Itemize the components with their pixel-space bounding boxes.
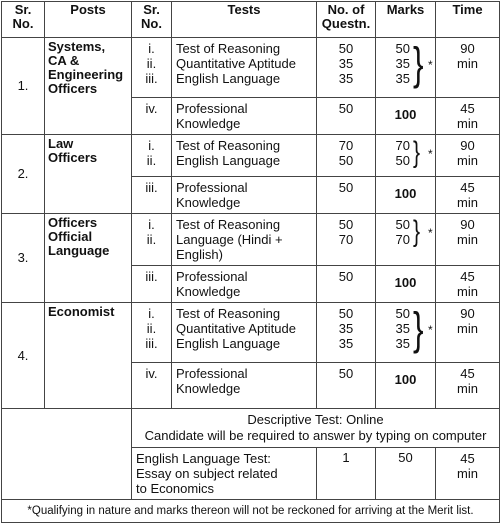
question-count	[317, 366, 375, 381]
sr-no-cell: 1.	[2, 38, 45, 135]
marks-cell	[376, 135, 436, 177]
roman-numeral-line: i.	[148, 138, 155, 153]
test-name	[176, 138, 312, 168]
time-cell: 45 min	[436, 98, 500, 135]
english-test-line-line: to Economics	[136, 481, 215, 496]
roman-numeral	[132, 217, 171, 247]
time-cell: 45 min	[436, 363, 500, 409]
test-name-line: English)	[176, 247, 223, 262]
question-count-line: 50	[338, 180, 354, 195]
test-name	[176, 269, 312, 299]
post-name-cell: Systems, CA & Engineering Officers	[45, 38, 132, 135]
questions-cell	[317, 98, 376, 135]
header-sub-sr-no: Sr. No.	[132, 2, 172, 38]
question-count-line: 35	[338, 56, 354, 71]
question-count	[317, 269, 375, 284]
time-cell: 90 min	[436, 38, 500, 98]
roman-numeral-line: ii.	[146, 232, 157, 247]
marks-value: 100	[394, 372, 417, 387]
marks-value	[376, 217, 410, 247]
roman-numeral-line: iii.	[145, 180, 158, 195]
roman-numeral-line: ii.	[146, 56, 157, 71]
marks-cell	[376, 266, 436, 303]
descriptive-row	[2, 409, 500, 448]
qualifying-asterisk: *	[428, 57, 433, 72]
question-count	[317, 306, 375, 351]
marks-value-line: 50	[395, 153, 410, 168]
marks-cell	[376, 214, 436, 266]
marks-value: 100	[394, 186, 417, 201]
test-name-line: Test of Reasoning	[176, 138, 281, 153]
roman-numeral-line: iii.	[145, 71, 158, 86]
english-test-row	[2, 448, 500, 500]
test-name-line: Test of Reasoning	[176, 41, 281, 56]
table-row	[2, 303, 500, 363]
sub-sr-no-cell	[132, 177, 172, 214]
tests-cell	[172, 177, 317, 214]
english-marks-cell: 50	[376, 448, 436, 500]
sr-no-cell: 3.	[2, 214, 45, 303]
table-row	[2, 135, 500, 177]
question-count-line: 35	[338, 71, 354, 86]
marks-cell	[376, 38, 436, 98]
qualifying-asterisk: *	[428, 322, 433, 337]
question-count-line: 50	[338, 217, 354, 232]
qualifying-asterisk: *	[428, 147, 433, 161]
test-name	[176, 41, 312, 86]
marks-value	[376, 306, 410, 351]
marks-value-line: 35	[395, 336, 410, 351]
table-row	[2, 214, 500, 266]
question-count-line: 50	[338, 153, 354, 168]
test-name-line: Professional	[176, 366, 248, 381]
marks-value-line: 35	[395, 56, 410, 71]
marks-value-line: 50	[395, 41, 410, 56]
test-name	[176, 180, 312, 210]
roman-numeral	[132, 180, 171, 195]
question-count	[317, 138, 375, 168]
header-tests: Tests	[172, 2, 317, 38]
marks-value-line: 70	[395, 232, 410, 247]
tests-cell	[172, 38, 317, 98]
descriptive-note: Candidate will be required to answer by typing on computer	[144, 428, 487, 443]
brace-icon: }	[413, 303, 424, 354]
header-posts: Posts	[45, 2, 132, 38]
footnote-row	[2, 500, 500, 523]
question-count-line: 50	[338, 41, 354, 56]
post-name-cell: Officers Official Language	[45, 214, 132, 303]
brace-icon: }	[413, 136, 421, 169]
roman-numeral-line: iv.	[145, 366, 158, 381]
exam-pattern-table	[1, 1, 500, 523]
questions-cell	[317, 303, 376, 363]
test-name	[176, 366, 312, 396]
descriptive-title: Descriptive Test: Online	[247, 412, 384, 427]
marks-cell	[376, 363, 436, 409]
test-name	[176, 306, 312, 351]
roman-numeral	[132, 366, 171, 381]
sub-sr-no-cell	[132, 266, 172, 303]
sub-sr-no-cell	[132, 214, 172, 266]
questions-cell	[317, 177, 376, 214]
marks-value-line: 50	[395, 217, 410, 232]
english-test-line-line: English Language Test:	[136, 451, 271, 466]
question-count	[317, 180, 375, 195]
test-name-line: Knowledge	[176, 284, 241, 299]
roman-numeral	[132, 269, 171, 284]
sub-sr-no-cell	[132, 303, 172, 363]
question-count	[317, 217, 375, 247]
question-count	[317, 101, 375, 116]
tests-cell	[172, 363, 317, 409]
sub-sr-no-cell	[132, 363, 172, 409]
marks-cell	[376, 303, 436, 363]
roman-numeral	[132, 101, 171, 116]
question-count-line: 70	[338, 138, 354, 153]
roman-numeral-line: ii.	[146, 321, 157, 336]
test-name-line: Language (Hindi +	[176, 232, 283, 247]
english-test-line-line: Essay on subject related	[136, 466, 278, 481]
marks-value: 100	[394, 275, 417, 290]
questions-cell	[317, 135, 376, 177]
tests-cell	[172, 266, 317, 303]
descriptive-cell	[132, 409, 500, 448]
question-count-line: 70	[338, 232, 354, 247]
post-name-cell: Economist	[45, 303, 132, 409]
question-count-line: 35	[338, 321, 354, 336]
sr-no-cell: 4.	[2, 303, 45, 409]
english-test-line	[136, 451, 312, 496]
test-name-line: Test of Reasoning	[176, 217, 281, 232]
roman-numeral-line: ii.	[146, 153, 157, 168]
header-questions: No. of Questn.	[317, 2, 376, 38]
post-name-cell: Law Officers	[45, 135, 132, 214]
time-cell: 45 min	[436, 177, 500, 214]
time-cell: 45 min	[436, 266, 500, 303]
test-name-line: Quantitative Aptitude	[176, 321, 296, 336]
footnote-cell: *Qualifying in nature and marks thereon will not be reckoned for arriving at the Merit list.	[2, 500, 500, 523]
header-sr-no: Sr. No.	[2, 2, 45, 38]
header-time: Time	[436, 2, 500, 38]
header-marks: Marks	[376, 2, 436, 38]
marks-value-line: 50	[395, 306, 410, 321]
marks-value-line: 35	[395, 71, 410, 86]
time-cell: 90 min	[436, 303, 500, 363]
table-row	[2, 38, 500, 98]
test-name-line: Knowledge	[176, 381, 241, 396]
roman-numeral-line: iii.	[145, 336, 158, 351]
test-name-line: Knowledge	[176, 195, 241, 210]
test-name-line: Professional	[176, 180, 248, 195]
roman-numeral-line: i.	[148, 217, 155, 232]
marks-cell	[376, 177, 436, 214]
test-name-line: Professional	[176, 269, 248, 284]
test-name	[176, 101, 312, 131]
roman-numeral-line: iv.	[145, 101, 158, 116]
roman-numeral	[132, 306, 171, 351]
time-cell: 90 min	[436, 135, 500, 177]
questions-cell	[317, 38, 376, 98]
question-count-line: 50	[338, 366, 354, 381]
brace-icon: }	[413, 215, 421, 248]
roman-numeral-line: iii.	[145, 269, 158, 284]
empty-cell	[2, 448, 132, 500]
marks-value	[376, 138, 410, 168]
tests-cell	[172, 98, 317, 135]
test-name-line: English Language	[176, 153, 281, 168]
test-name-line: English Language	[176, 71, 281, 86]
test-name-line: Professional	[176, 101, 248, 116]
test-name-line: English Language	[176, 336, 281, 351]
english-questions-cell: 1	[317, 448, 376, 500]
english-test-cell	[132, 448, 317, 500]
marks-value-line: 35	[395, 321, 410, 336]
question-count-line: 50	[338, 306, 354, 321]
marks-value: 100	[394, 107, 417, 122]
questions-cell	[317, 363, 376, 409]
roman-numeral-line: i.	[148, 41, 155, 56]
test-name	[176, 217, 312, 262]
tests-cell	[172, 303, 317, 363]
sub-sr-no-cell	[132, 98, 172, 135]
time-cell: 90 min	[436, 214, 500, 266]
roman-numeral	[132, 138, 171, 168]
question-count-line: 50	[338, 101, 354, 116]
questions-cell	[317, 266, 376, 303]
question-count-line: 35	[338, 336, 354, 351]
sr-no-cell: 2.	[2, 135, 45, 214]
roman-numeral-line: i.	[148, 306, 155, 321]
test-name-line: Test of Reasoning	[176, 306, 281, 321]
roman-numeral	[132, 41, 171, 86]
brace-icon: }	[413, 38, 424, 89]
empty-cell	[2, 409, 132, 448]
questions-cell	[317, 214, 376, 266]
question-count-line: 50	[338, 269, 354, 284]
test-name-line: Quantitative Aptitude	[176, 56, 296, 71]
marks-cell	[376, 98, 436, 135]
sub-sr-no-cell	[132, 38, 172, 98]
tests-cell	[172, 135, 317, 177]
marks-value	[376, 41, 410, 86]
qualifying-asterisk: *	[428, 226, 433, 240]
tests-cell	[172, 214, 317, 266]
sub-sr-no-cell	[132, 135, 172, 177]
marks-value-line: 70	[395, 138, 410, 153]
question-count	[317, 41, 375, 86]
test-name-line: Knowledge	[176, 116, 241, 131]
english-time-cell: 45 min	[436, 448, 500, 500]
